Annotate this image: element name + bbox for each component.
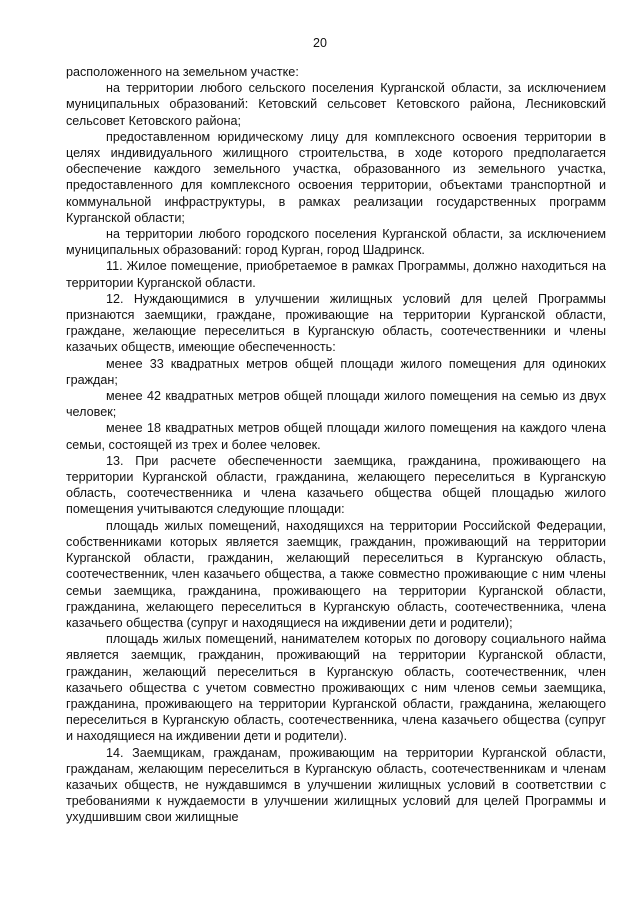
paragraph: предоставленном юридическому лицу для комплексного освоения территории в целях индивидуального жилищного строительства, в ходе которого предполагается обеспечение каждого земельного участка, образованного из земельного участка, предоставленного для комплексного освоения территории, объектами транспортной и коммунальной инфраструктуры, в рамках реализации государственных программ Курганской области; (66, 129, 606, 225)
paragraph: на территории любого сельского поселения Курганской области, за исключением муниципальных образований: Кетовский сельсовет Кетовского района, Лесниковский сельсовет Кетовского района; (66, 81, 606, 128)
paragraph: менее 42 квадратных метров общей площади жилого помещения на семью из двух человек; (66, 389, 606, 420)
paragraph: на территории любого городского поселения Курганской области, за исключением муниципальных образований: город Курган, город Шадринск. (66, 227, 606, 258)
page-number: 20 (313, 36, 327, 50)
paragraph: 14. Заемщикам, гражданам, проживающим на территории Курганской области, гражданам, желающим переселиться в Курганскую область, соотечественникам и членам казачьих обществ, не нуждавшимся в улучшении жилищных условий в соответствии с требованиями к нуждаемости в улучшении жилищных условий для целей Программы и ухудшившим свои жилищные (66, 745, 606, 825)
paragraph: 11. Жилое помещение, приобретаемое в рамках Программы, должно находиться на территории Курганской области. (66, 259, 606, 290)
paragraph: площадь жилых помещений, нанимателем которых по договору социального найма является заемщик, гражданин, проживающий на территории Курганской области, гражданин, желающий переселиться в Курганскую область, соотечественник, член казачьего общества с учетом совместно проживающих с ним членов семьи заемщика, гражданина, проживающего на территории Курганской области, гражданина, желающего переселиться в Курганскую область, соотечественника, члена казачьего общества (супруг и находящиеся на иждивении дети и родители). (66, 632, 606, 744)
paragraph: площадь жилых помещений, находящихся на территории Российской Федерации, собственниками которых является заемщик, гражданин, проживающий на территории Курганской области, гражданин, желающий переселиться в Курганскую область, соотечественник, член казачьего общества, а также совместно проживающие с ним члены семьи заемщика, гражданина, проживающего на территории Курганской области, гражданина, желающего переселиться в Курганскую область, соотечественника, члена казачьего общества (супруг и находящиеся на иждивении дети и родители); (66, 518, 606, 630)
document-body (66, 64, 606, 826)
paragraph: менее 33 квадратных метров общей площади жилого помещения для одиноких граждан; (66, 356, 606, 387)
paragraph: менее 18 квадратных метров общей площади жилого помещения на каждого члена семьи, состоящей из трех и более человек. (66, 421, 606, 452)
paragraph: 12. Нуждающимися в улучшении жилищных условий для целей Программы признаются заемщики, граждане, проживающие на территории Курганской области, граждане, желающие переселиться в Курганскую область, соотечественники и члены казачьих обществ, имеющие обеспеченность: (66, 291, 606, 355)
paragraph: 13. При расчете обеспеченности заемщика, гражданина, проживающего на территории Курганской области, гражданина, желающего переселиться в Курганскую область, соотечественника и члена казачьего общества общей площадью жилого помещения учитываются следующие площади: (66, 453, 606, 517)
paragraph: расположенного на земельном участке: (66, 65, 299, 79)
